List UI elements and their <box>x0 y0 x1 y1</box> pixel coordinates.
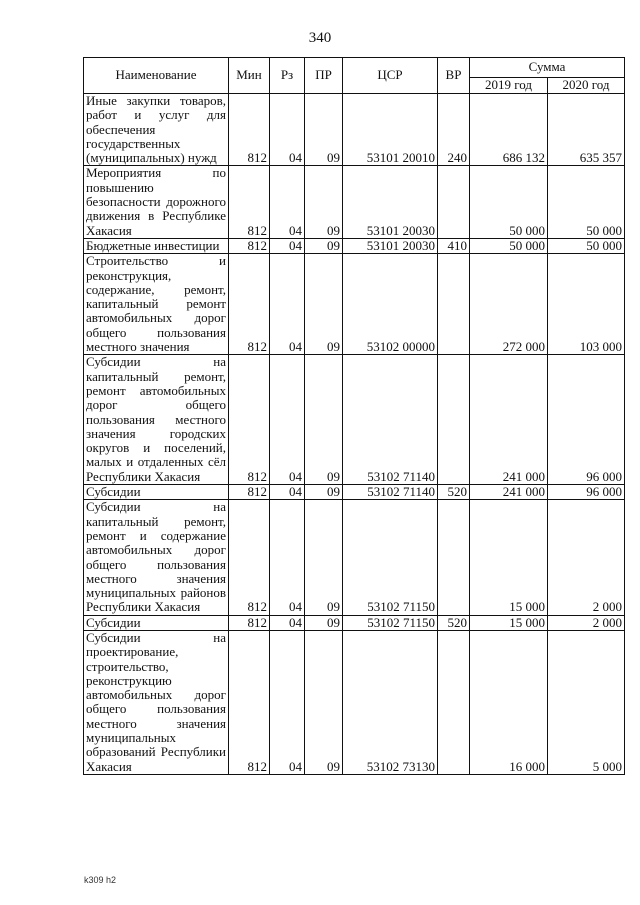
row-pr: 09 <box>305 355 343 485</box>
table-row <box>84 94 625 166</box>
row-pr: 09 <box>305 94 343 166</box>
row-2019: 241 000 <box>470 355 548 485</box>
row-2019: 686 132 <box>470 94 548 166</box>
footer-code: k309 h2 <box>84 875 117 885</box>
row-2019: 50 000 <box>470 166 548 238</box>
row-rz: 04 <box>270 630 305 774</box>
row-2019: 15 000 <box>470 500 548 615</box>
row-csr: 53102 71150 <box>343 615 438 630</box>
row-2019: 15 000 <box>470 615 548 630</box>
row-name: Субсидии на проектирование, строительство, реконструкцию автомобильных дорог общего пользования местного значения муниципальных образований Республики Хакасия <box>84 630 229 774</box>
budget-table <box>83 57 625 775</box>
row-2019: 272 000 <box>470 254 548 355</box>
page-number: 340 <box>308 30 332 46</box>
row-vr <box>438 630 470 774</box>
row-pr: 09 <box>305 615 343 630</box>
row-vr <box>438 166 470 238</box>
row-pr: 09 <box>305 238 343 253</box>
row-2019: 241 000 <box>470 485 548 500</box>
row-vr: 410 <box>438 238 470 253</box>
row-pr: 09 <box>305 166 343 238</box>
row-vr: 520 <box>438 485 470 500</box>
row-csr: 53101 20030 <box>343 238 438 253</box>
header-vr: ВР <box>438 58 470 94</box>
row-name: Бюджетные инвестиции <box>84 238 229 253</box>
row-2019: 50 000 <box>470 238 548 253</box>
row-rz: 04 <box>270 238 305 253</box>
table-row <box>84 485 625 500</box>
row-vr <box>438 500 470 615</box>
row-pr: 09 <box>305 500 343 615</box>
row-rz: 04 <box>270 615 305 630</box>
row-pr: 09 <box>305 630 343 774</box>
row-pr: 09 <box>305 485 343 500</box>
row-csr: 53102 71140 <box>343 485 438 500</box>
row-rz: 04 <box>270 500 305 615</box>
row-name: Мероприятия по повышению безопасности дорожного движения в Республике Хакасия <box>84 166 229 238</box>
row-name: Субсидии <box>84 485 229 500</box>
table-row <box>84 166 625 238</box>
row-vr <box>438 355 470 485</box>
row-min: 812 <box>229 238 270 253</box>
row-2020: 50 000 <box>548 166 625 238</box>
row-2020: 635 357 <box>548 94 625 166</box>
row-2020: 103 000 <box>548 254 625 355</box>
row-name: Субсидии на капитальный ремонт, ремонт автомобильных дорог общего пользования местного значения городских округов и поселений, малых и отдаленных сёл Республики Хакасия <box>84 355 229 485</box>
row-name: Субсидии <box>84 615 229 630</box>
row-csr: 53102 71150 <box>343 500 438 615</box>
row-min: 812 <box>229 500 270 615</box>
row-rz: 04 <box>270 254 305 355</box>
row-min: 812 <box>229 94 270 166</box>
row-csr: 53101 20030 <box>343 166 438 238</box>
row-rz: 04 <box>270 485 305 500</box>
header-name: Наименование <box>84 58 229 94</box>
row-2020: 96 000 <box>548 485 625 500</box>
table-row <box>84 500 625 615</box>
row-2020: 2 000 <box>548 615 625 630</box>
row-2019: 16 000 <box>470 630 548 774</box>
row-min: 812 <box>229 355 270 485</box>
row-min: 812 <box>229 485 270 500</box>
row-name: Иные закупки товаров, работ и услуг для обеспечения государственных (муниципальных) нужд <box>84 94 229 166</box>
header-pr: ПР <box>305 58 343 94</box>
row-name: Субсидии на капитальный ремонт, ремонт и содержание автомобильных дорог общего пользования местного значения муниципальных районов Республики Хакасия <box>84 500 229 615</box>
header-2020: 2020 год <box>548 78 625 94</box>
row-name: Строительство и реконструкция, содержание, ремонт, капитальный ремонт автомобильных дорог общего пользования местного значения <box>84 254 229 355</box>
row-csr: 53102 00000 <box>343 254 438 355</box>
table-row <box>84 615 625 630</box>
row-2020: 5 000 <box>548 630 625 774</box>
header-sum: Сумма <box>470 58 625 78</box>
table-row <box>84 238 625 253</box>
table-row <box>84 254 625 355</box>
row-vr: 520 <box>438 615 470 630</box>
row-min: 812 <box>229 166 270 238</box>
header-min: Мин <box>229 58 270 94</box>
row-2020: 2 000 <box>548 500 625 615</box>
row-csr: 53102 73130 <box>343 630 438 774</box>
row-rz: 04 <box>270 166 305 238</box>
table-row <box>84 630 625 774</box>
row-2020: 50 000 <box>548 238 625 253</box>
row-rz: 04 <box>270 94 305 166</box>
header-rz: Рз <box>270 58 305 94</box>
header-2019: 2019 год <box>470 78 548 94</box>
row-csr: 53102 71140 <box>343 355 438 485</box>
row-min: 812 <box>229 630 270 774</box>
row-csr: 53101 20010 <box>343 94 438 166</box>
row-vr: 240 <box>438 94 470 166</box>
row-min: 812 <box>229 254 270 355</box>
row-min: 812 <box>229 615 270 630</box>
row-vr <box>438 254 470 355</box>
header-csr: ЦСР <box>343 58 438 94</box>
row-pr: 09 <box>305 254 343 355</box>
row-2020: 96 000 <box>548 355 625 485</box>
row-rz: 04 <box>270 355 305 485</box>
table-row <box>84 355 625 485</box>
